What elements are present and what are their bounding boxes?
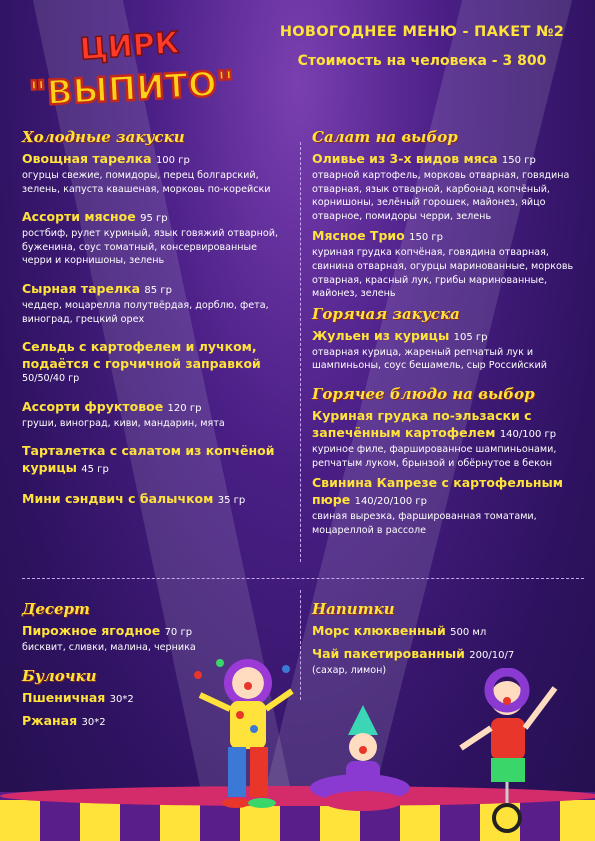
menu-item	[22, 622, 290, 655]
unicycle-clown-illustration	[455, 668, 565, 833]
item-weight: 30*2	[109, 693, 134, 705]
item-weight: 120 гр	[167, 402, 202, 414]
item-name-text: Сельдь с картофелем и лучком, подаётся с горчичной заправкой	[22, 339, 261, 372]
menu-item	[312, 150, 584, 223]
item-weight: 200/10/7	[469, 650, 515, 661]
menu-item-name	[312, 474, 584, 510]
menu-item	[22, 150, 290, 196]
item-description: (сахар, лимон)	[312, 665, 387, 676]
item-description: отварная курица, жареный репчатый лук и шампиньоны, соус бешамель, сыр Российский	[312, 346, 547, 372]
item-description: чеддер, моцарелла полутвёрдая, дорблю, фета, виноград, грецкий орех	[22, 299, 269, 325]
menu-title: НОВОГОДНЕЕ МЕНЮ - ПАКЕТ №2	[279, 24, 565, 40]
section-title: Горячая закуска	[312, 304, 460, 323]
menu-item	[22, 442, 290, 478]
item-description: куриное филе, фаршированное шампиньонами, репчатым луком, брынзой и обёрнутое в бекон	[312, 443, 557, 469]
menu-item-name	[22, 442, 290, 478]
main-course-section	[312, 385, 584, 537]
item-description: ростбиф, рулет куриный, язык говяжий отварной, буженина, соус томатный, консервированные черри и корнишоны, зелень	[22, 228, 278, 267]
menu-item	[312, 407, 584, 470]
section-title: Десерт	[22, 600, 90, 618]
section-title: Салат на выбор	[312, 128, 458, 146]
item-weight: 95 гр	[140, 213, 168, 225]
section-title: Холодные закуски	[22, 128, 185, 146]
menu-item	[22, 208, 290, 268]
menu-item-name	[22, 398, 290, 417]
menu-item	[312, 474, 584, 537]
item-name-text: Ассорти фруктовое	[22, 398, 164, 414]
item-weight: 35 гр	[217, 495, 246, 507]
item-weight: 30*2	[81, 716, 106, 728]
menu-item	[312, 622, 584, 641]
item-description: груши, виноград, киви, мандарин, мята	[22, 417, 225, 429]
menu-item-name	[22, 622, 290, 641]
svg-text:ЦИРК: ЦИРК	[78, 25, 181, 68]
item-name-text: Пшеничная	[22, 689, 106, 705]
item-weight: 105 гр	[453, 331, 488, 343]
item-weight: 85 гр	[144, 284, 172, 296]
right-column	[312, 128, 584, 541]
item-name-text: Ассорти мясное	[22, 209, 136, 225]
item-name-text: Мясное Трио	[312, 228, 405, 244]
item-name-text: Пирожное ягодное	[22, 623, 161, 638]
item-weight: 70 гр	[164, 627, 193, 638]
item-name-text: Морс клюквенный	[312, 623, 446, 638]
item-name-text: Оливье из 3-х видов мяса	[312, 151, 498, 166]
item-name-text: Жульен из курицы	[312, 327, 450, 343]
svg-text:"ВЫПИТО": "ВЫПИТО"	[28, 63, 236, 114]
menu-item-name	[312, 407, 584, 443]
item-description: огурцы свежие, помидоры, перец болгарский, зелень, капуста квашеная, морковь по-корейски	[22, 170, 271, 195]
menu-item	[22, 398, 290, 431]
item-weight: 500 мл	[450, 627, 487, 638]
item-name-text: Овощная тарелка	[22, 151, 152, 166]
menu-item	[22, 490, 290, 509]
menu-item-name	[22, 490, 290, 509]
logo	[18, 22, 246, 114]
menu-item-name	[312, 645, 584, 664]
item-name-text: Куриная грудка по-эльзаски с запечённым картофелем	[312, 407, 532, 440]
hot-snack-section	[312, 305, 584, 373]
item-description: бисквит, сливки, малина, черника	[22, 642, 196, 653]
item-description: отварной картофель, морковь отварная, говядина отварная, язык отварной, карбонад копчёный, корнишоны, зелёный горошек, майонез, яйцо отварное, помидоры черри, зелень	[312, 170, 570, 222]
menu-item-name	[22, 150, 290, 169]
salad-section	[312, 128, 584, 301]
menu-item	[312, 327, 584, 373]
menu-item	[22, 280, 290, 326]
menu-item-name	[312, 622, 584, 641]
item-description: 50/50/40 гр	[22, 373, 80, 385]
item-weight: 150 гр	[501, 155, 536, 166]
menu-item	[22, 338, 290, 386]
item-description: куриная грудка копчёная, говядина отварная, свинина отварная, огурцы маринованные, морковь отварная, красный лук, грибы маринованные, майонез, зелень	[312, 247, 574, 300]
column-divider	[300, 142, 301, 562]
horizontal-divider	[22, 578, 584, 579]
item-name-text: Свинина Капрезе с картофельным пюре	[312, 475, 564, 508]
juggling-clown-illustration	[190, 655, 300, 825]
menu-item-name	[312, 327, 584, 346]
item-weight: 140/100 гр	[499, 428, 557, 440]
menu-item-name	[22, 208, 290, 227]
item-name-text: Сырная тарелка	[22, 280, 141, 296]
item-name-text: Ржаная	[22, 712, 78, 728]
item-name-text: Чай пакетированный	[312, 646, 465, 661]
item-weight: 100 гр	[155, 155, 190, 166]
item-weight: 150 гр	[409, 232, 443, 244]
item-name-text: Мини сэндвич с балычком	[22, 491, 214, 507]
section-title: Горячее блюдо на выбор	[312, 384, 535, 403]
item-weight: 45 гр	[81, 464, 109, 476]
price-per-person: Стоимость на человека - 3 800	[297, 53, 547, 69]
menu-item	[312, 227, 584, 300]
menu-item-name	[312, 150, 584, 169]
menu-item-name	[22, 338, 290, 372]
column-divider	[300, 590, 301, 700]
section-title: Напитки	[312, 600, 395, 618]
cold-snacks-section	[22, 128, 290, 521]
item-weight: 140/20/100 гр	[354, 496, 427, 508]
section-title: Булочки	[22, 666, 97, 685]
item-name-text: Тарталетка с салатом из копчёной курицы	[22, 443, 275, 476]
sitting-clown-illustration	[318, 705, 408, 815]
item-description: свиная вырезка, фаршированная томатами, моцареллой в рассоле	[312, 511, 537, 536]
menu-item-name	[22, 280, 290, 299]
menu-item-name	[312, 227, 584, 246]
